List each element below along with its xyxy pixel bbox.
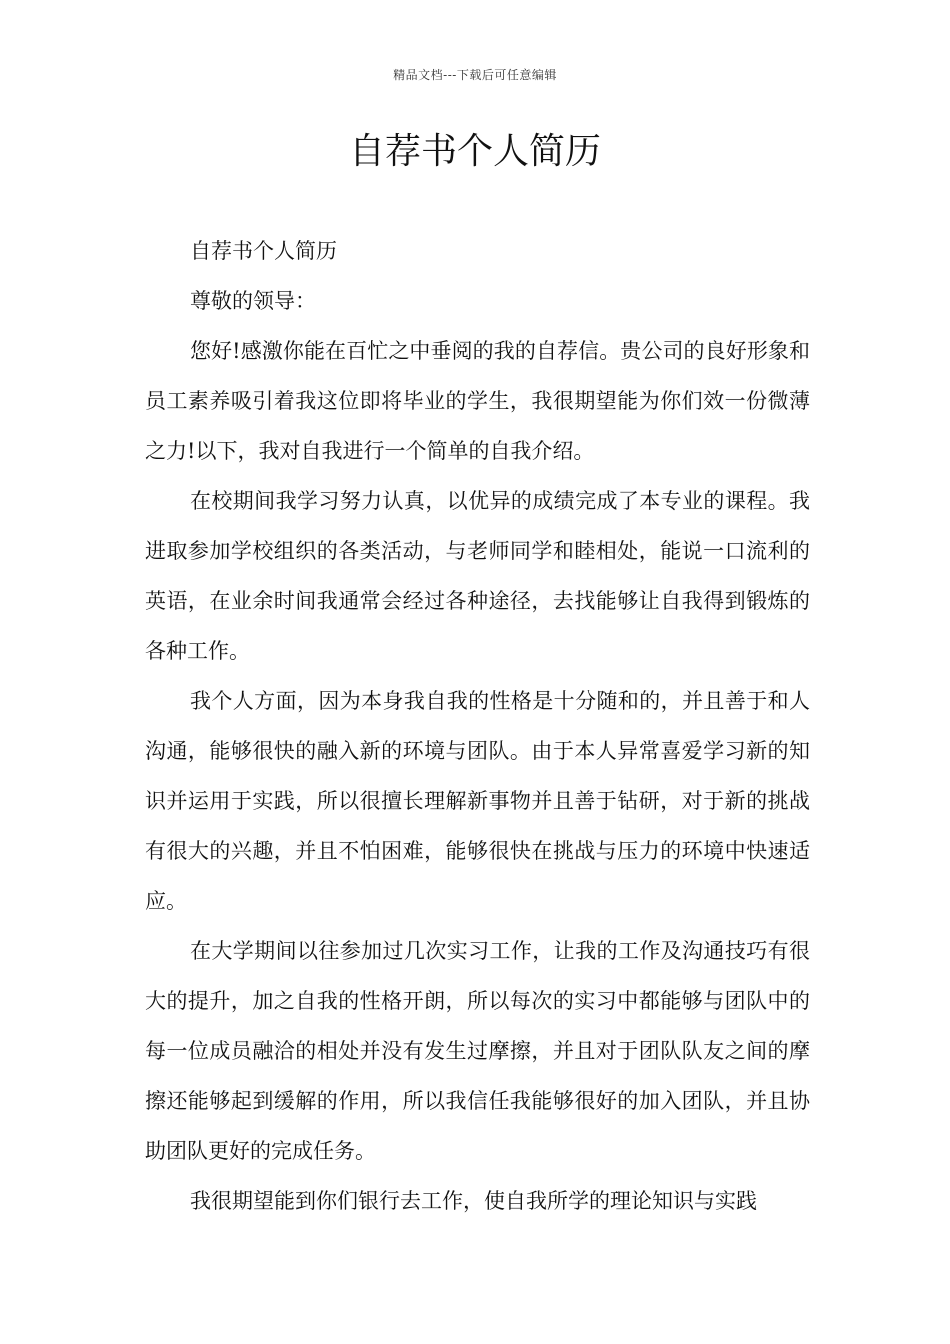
paragraph-closing: 我很期望能到你们银行去工作，使自我所学的理论知识与实践 [190,1189,757,1213]
paragraph-salutation: 尊敬的领导： [190,289,316,313]
paragraph-internship: 在大学期间以往参加过几次实习工作，让我的工作及沟通技巧有很大的提升，加之自我的性格开朗，所以每次的实习中都能够与团队中的每一位成员融洽的相处并没有发生过摩擦，并且对于团队队友之间的摩擦还能够起到缓解的作用，所以我信任我能够很好的加入团队，并且协助团队更好的完成任务。 [145,939,810,1163]
paragraph-subtitle: 自荐书个人简历 [190,239,337,263]
header-note: 精品文档---下载后可任意编辑 [393,68,557,82]
paragraph-greeting: 您好!感激你能在百忙之中垂阅的我的自荐信。贵公司的良好形象和员工素养吸引着我这位即将毕业的学生，我很期望能为你们效一份微薄之力!以下，我对自我进行一个简单的自我介绍。 [145,339,810,463]
paragraph-personality: 我个人方面，因为本身我自我的性格是十分随和的，并且善于和人沟通，能够很快的融入新的环境与团队。由于本人异常喜爱学习新的知识并运用于实践，所以很擅长理解新事物并且善于钻研，对于新的挑战有很大的兴趣，并且不怕困难，能够很快在挑战与压力的环境中快速适应。 [145,689,810,913]
paragraph-school-study: 在校期间我学习努力认真，以优异的成绩完成了本专业的课程。我进取参加学校组织的各类活动，与老师同学和睦相处，能说一口流利的英语，在业余时间我通常会经过各种途径，去找能够让自我得到锻炼的各种工作。 [145,489,810,663]
document-title: 自荐书个人简历 [348,131,601,172]
document-body [145,226,810,1226]
